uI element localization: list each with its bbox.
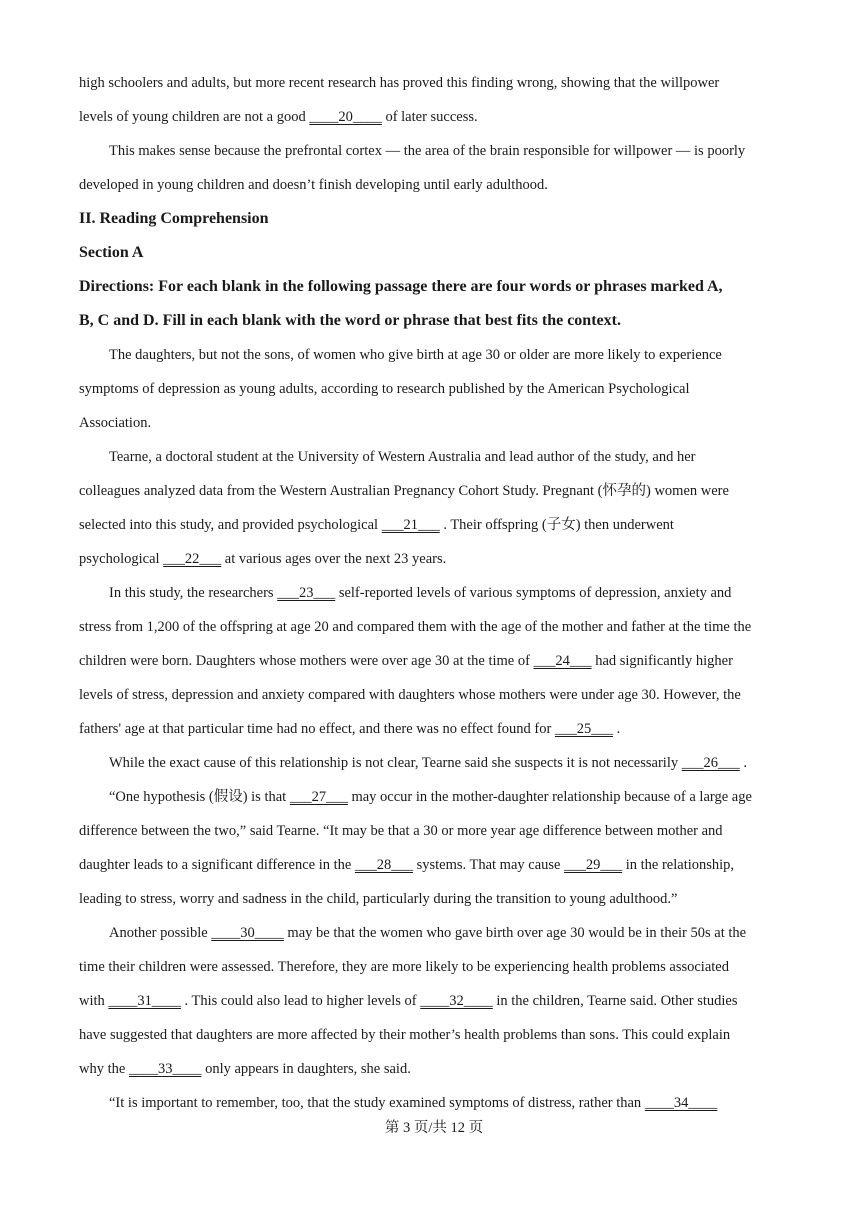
text-segment: colleagues analyzed data from the Western Australian Pregnancy Cohort Study. Pregnant (怀孕的) women were xyxy=(79,483,729,499)
text-line xyxy=(79,610,791,644)
text-segment: fathers' age at that particular time had no effect, and there was no effect found for xyxy=(79,721,555,737)
answer-blank: ___24___ xyxy=(533,653,592,669)
page-footer: 第 3 页/共 12 页 xyxy=(384,1120,484,1136)
answer-blank: ___22___ xyxy=(163,551,222,567)
text-segment: systems. That may cause xyxy=(412,857,565,873)
text-segment: “One hypothesis (假设) is that xyxy=(109,789,290,805)
text-segment: high schoolers and adults, but more recent research has proved this finding wrong, showing that the willpower xyxy=(79,75,720,91)
answer-blank: ____31____ xyxy=(108,993,181,1009)
text-segment: only appears in daughters, she said. xyxy=(201,1061,411,1077)
text-line xyxy=(79,474,791,508)
text-line xyxy=(79,1052,791,1086)
answer-blank: ____33____ xyxy=(128,1061,202,1077)
answer-blank: ____34____ xyxy=(644,1095,718,1111)
text-line xyxy=(79,1086,791,1120)
text-line xyxy=(79,746,791,780)
text-line xyxy=(79,780,791,814)
text-segment: B, C and D. Fill in each blank with the word or phrase that best fits the context. xyxy=(79,312,621,329)
text-segment: stress from 1,200 of the offspring at age 20 and compared them with the age of the mother and father at the time the xyxy=(79,619,752,635)
text-line xyxy=(79,168,791,202)
text-line xyxy=(79,712,791,746)
text-segment: Tearne, a doctoral student at the University of Western Australia and lead author of the study, and her xyxy=(109,449,696,465)
document-body xyxy=(79,66,791,1120)
text-line xyxy=(79,406,791,440)
text-segment: . Their offspring (子女) then underwent xyxy=(439,517,674,533)
text-line xyxy=(79,372,791,406)
text-line xyxy=(79,134,791,168)
text-line xyxy=(79,984,791,1018)
text-line xyxy=(79,542,791,576)
text-line xyxy=(79,576,791,610)
text-line xyxy=(79,338,791,372)
text-segment: children were born. Daughters whose mothers were over age 30 at the time of xyxy=(79,653,534,669)
text-line xyxy=(79,882,791,916)
text-line xyxy=(79,508,791,542)
heading-line xyxy=(79,270,791,304)
answer-blank: ___21___ xyxy=(381,517,440,533)
text-segment: had significantly higher xyxy=(591,653,733,669)
text-segment: daughter leads to a significant difference in the xyxy=(79,857,355,873)
answer-blank: ___27___ xyxy=(289,789,348,805)
text-line xyxy=(79,1018,791,1052)
text-segment: II. Reading Comprehension xyxy=(79,210,269,227)
text-segment: While the exact cause of this relationship is not clear, Tearne said she suspects it is not necessarily xyxy=(109,755,682,771)
answer-blank: ____32____ xyxy=(420,993,493,1009)
text-segment: In this study, the researchers xyxy=(109,585,278,601)
answer-blank: ___25___ xyxy=(554,721,613,737)
text-segment: symptoms of depression as young adults, according to research published by the American Psychological xyxy=(79,381,690,397)
text-line xyxy=(79,848,791,882)
text-line xyxy=(79,916,791,950)
text-segment: This makes sense because the prefrontal cortex — the area of the brain responsible for willpower — is poorly xyxy=(109,143,746,159)
text-segment: selected into this study, and provided psychological xyxy=(79,517,382,533)
text-segment: Another possible xyxy=(109,925,212,941)
text-line xyxy=(79,66,791,100)
answer-blank: ___29___ xyxy=(564,857,623,873)
text-line xyxy=(79,644,791,678)
text-segment: may occur in the mother-daughter relationship because of a large age xyxy=(347,789,752,805)
text-segment: at various ages over the next 23 years. xyxy=(221,551,447,567)
text-segment: Association. xyxy=(79,415,152,431)
text-segment: “It is important to remember, too, that the study examined symptoms of distress, rather than xyxy=(109,1095,645,1111)
heading-line xyxy=(79,304,791,338)
text-segment: . This could also lead to higher levels of xyxy=(180,993,421,1009)
heading-line xyxy=(79,202,791,236)
text-line xyxy=(79,814,791,848)
text-segment: Directions: For each blank in the following passage there are four words or phrases marked A, xyxy=(79,278,723,295)
text-segment: The daughters, but not the sons, of women who give birth at age 30 or older are more likely to experience xyxy=(109,347,722,363)
text-line xyxy=(79,950,791,984)
text-segment: . xyxy=(739,755,747,771)
answer-blank: ___28___ xyxy=(354,857,413,873)
text-segment: . xyxy=(612,721,621,737)
text-line xyxy=(79,678,791,712)
text-line xyxy=(79,100,791,134)
text-segment: may be that the women who gave birth over age 30 would be in their 50s at the xyxy=(283,925,747,941)
answer-blank: ___23___ xyxy=(277,585,336,601)
text-segment: levels of young children are not a good xyxy=(79,109,310,125)
text-segment: Section A xyxy=(79,244,144,261)
text-segment: have suggested that daughters are more affected by their mother’s health problems than sons. This could explain xyxy=(79,1027,731,1043)
text-segment: developed in young children and doesn’t finish developing until early adulthood. xyxy=(79,177,548,193)
heading-line xyxy=(79,236,791,270)
text-segment: levels of stress, depression and anxiety compared with daughters whose mothers were under age 30. However, the xyxy=(79,687,741,703)
text-line xyxy=(79,440,791,474)
text-segment: self-reported levels of various symptoms of depression, anxiety and xyxy=(335,585,732,601)
text-segment: psychological xyxy=(79,551,164,567)
text-segment: why the xyxy=(79,1061,129,1077)
text-segment: leading to stress, worry and sadness in the child, particularly during the transition to young adulthood.” xyxy=(79,891,678,907)
text-segment: of later success. xyxy=(381,109,478,125)
answer-blank: ___26___ xyxy=(681,755,740,771)
text-segment: difference between the two,” said Tearne. “It may be that a 30 or more year age difference between mother and xyxy=(79,823,723,839)
text-segment: time their children were assessed. Therefore, they are more likely to be experiencing health problems associated xyxy=(79,959,729,975)
answer-blank: ____20____ xyxy=(309,109,382,125)
text-segment: with xyxy=(79,993,109,1009)
text-segment: in the children, Tearne said. Other studies xyxy=(492,993,738,1009)
text-segment: in the relationship, xyxy=(622,857,735,873)
answer-blank: ____30____ xyxy=(211,925,284,941)
